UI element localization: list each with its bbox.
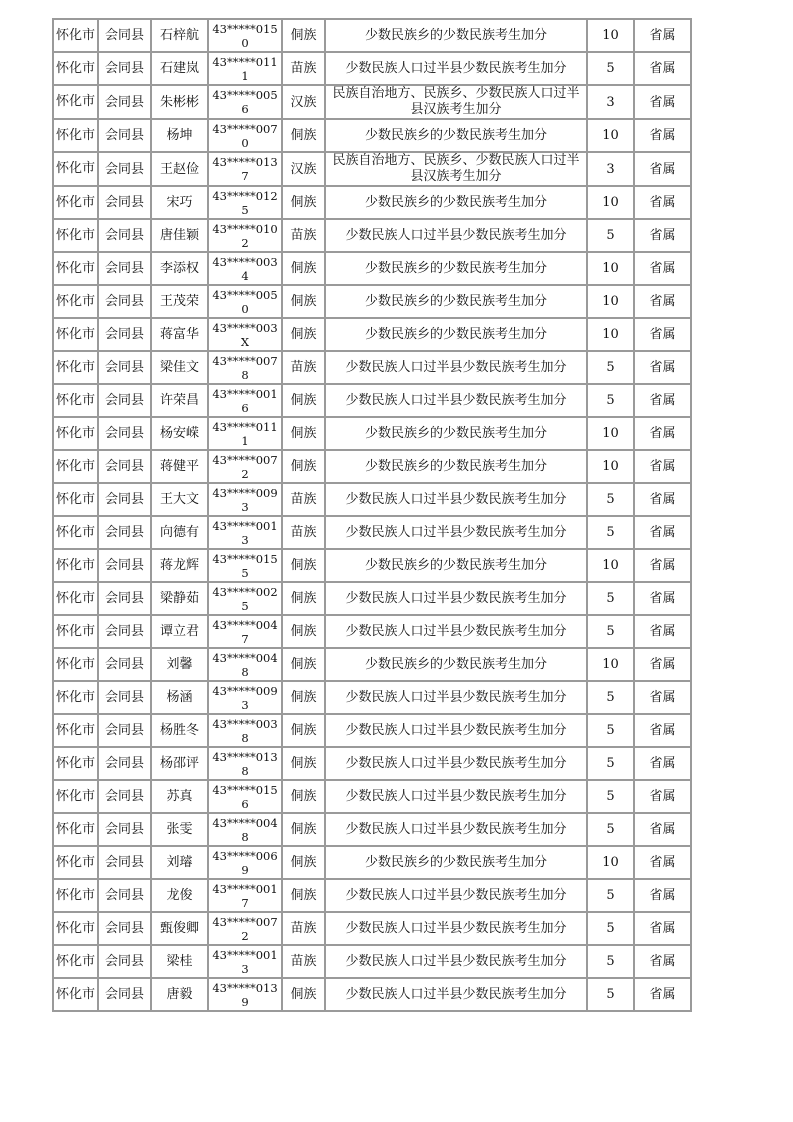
table-row [53, 483, 691, 516]
bonus-points-cell: 10 [587, 119, 634, 152]
id-number-cell: 43*****0047 [208, 615, 282, 648]
city-cell: 怀化市 [53, 19, 98, 52]
level-cell: 省属 [634, 978, 691, 1011]
id-number-cell: 43*****0072 [208, 450, 282, 483]
county-cell: 会同县 [98, 219, 151, 252]
ethnicity-cell: 侗族 [282, 681, 325, 714]
bonus-item-cell: 少数民族人口过半县少数民族考生加分 [325, 52, 587, 85]
bonus-item-cell: 民族自治地方、民族乡、少数民族人口过半县汉族考生加分 [325, 152, 587, 186]
ethnicity-cell: 汉族 [282, 85, 325, 119]
table-row [53, 219, 691, 252]
ethnicity-cell: 侗族 [282, 582, 325, 615]
id-number-cell: 43*****0125 [208, 186, 282, 219]
table-row [53, 681, 691, 714]
city-cell: 怀化市 [53, 978, 98, 1011]
name-cell: 石梓航 [151, 19, 208, 52]
bonus-points-cell: 5 [587, 879, 634, 912]
ethnicity-cell: 侗族 [282, 714, 325, 747]
bonus-points-cell: 5 [587, 747, 634, 780]
level-cell: 省属 [634, 582, 691, 615]
id-number-cell: 43*****0013 [208, 516, 282, 549]
bonus-item-cell: 少数民族人口过半县少数民族考生加分 [325, 219, 587, 252]
city-cell: 怀化市 [53, 516, 98, 549]
county-cell: 会同县 [98, 615, 151, 648]
level-cell: 省属 [634, 285, 691, 318]
level-cell: 省属 [634, 912, 691, 945]
ethnicity-cell: 侗族 [282, 549, 325, 582]
bonus-item-cell: 少数民族人口过半县少数民族考生加分 [325, 384, 587, 417]
city-cell: 怀化市 [53, 119, 98, 152]
level-cell: 省属 [634, 549, 691, 582]
county-cell: 会同县 [98, 780, 151, 813]
bonus-item-cell: 少数民族乡的少数民族考生加分 [325, 318, 587, 351]
ethnicity-cell: 侗族 [282, 615, 325, 648]
table-row [53, 516, 691, 549]
county-cell: 会同县 [98, 912, 151, 945]
id-number-cell: 43*****0050 [208, 285, 282, 318]
ethnicity-cell: 侗族 [282, 119, 325, 152]
bonus-item-cell: 少数民族乡的少数民族考生加分 [325, 648, 587, 681]
level-cell: 省属 [634, 879, 691, 912]
county-cell: 会同县 [98, 483, 151, 516]
table-row [53, 714, 691, 747]
bonus-points-cell: 10 [587, 450, 634, 483]
id-number-cell: 43*****0137 [208, 152, 282, 186]
id-number-cell: 43*****0013 [208, 945, 282, 978]
table-row [53, 978, 691, 1011]
bonus-item-cell: 少数民族人口过半县少数民族考生加分 [325, 582, 587, 615]
table-row [53, 945, 691, 978]
bonus-points-cell: 5 [587, 219, 634, 252]
bonus-points-cell: 5 [587, 384, 634, 417]
name-cell: 谭立君 [151, 615, 208, 648]
ethnicity-cell: 侗族 [282, 450, 325, 483]
county-cell: 会同县 [98, 186, 151, 219]
ethnicity-cell: 苗族 [282, 52, 325, 85]
level-cell: 省属 [634, 813, 691, 846]
id-number-cell: 43*****0093 [208, 681, 282, 714]
city-cell: 怀化市 [53, 582, 98, 615]
bonus-points-cell: 5 [587, 615, 634, 648]
ethnicity-cell: 侗族 [282, 978, 325, 1011]
bonus-points-cell: 3 [587, 85, 634, 119]
city-cell: 怀化市 [53, 252, 98, 285]
name-cell: 杨涵 [151, 681, 208, 714]
name-cell: 梁佳文 [151, 351, 208, 384]
name-cell: 朱彬彬 [151, 85, 208, 119]
id-number-cell: 43*****0093 [208, 483, 282, 516]
name-cell: 刘璿 [151, 846, 208, 879]
city-cell: 怀化市 [53, 450, 98, 483]
ethnicity-cell: 侗族 [282, 747, 325, 780]
name-cell: 蒋富华 [151, 318, 208, 351]
table-row [53, 912, 691, 945]
bonus-points-cell: 5 [587, 52, 634, 85]
name-cell: 梁桂 [151, 945, 208, 978]
name-cell: 蒋健平 [151, 450, 208, 483]
id-number-cell: 43*****003X [208, 318, 282, 351]
city-cell: 怀化市 [53, 681, 98, 714]
bonus-points-cell: 10 [587, 19, 634, 52]
name-cell: 杨胜冬 [151, 714, 208, 747]
bonus-item-cell: 少数民族乡的少数民族考生加分 [325, 417, 587, 450]
county-cell: 会同县 [98, 681, 151, 714]
county-cell: 会同县 [98, 417, 151, 450]
city-cell: 怀化市 [53, 186, 98, 219]
name-cell: 王大文 [151, 483, 208, 516]
bonus-item-cell: 少数民族人口过半县少数民族考生加分 [325, 813, 587, 846]
county-cell: 会同县 [98, 85, 151, 119]
ethnicity-cell: 侗族 [282, 318, 325, 351]
city-cell: 怀化市 [53, 846, 98, 879]
table-row [53, 549, 691, 582]
city-cell: 怀化市 [53, 714, 98, 747]
table-row [53, 119, 691, 152]
bonus-item-cell: 少数民族乡的少数民族考生加分 [325, 119, 587, 152]
bonus-points-cell: 10 [587, 417, 634, 450]
city-cell: 怀化市 [53, 483, 98, 516]
bonus-item-cell: 少数民族乡的少数民族考生加分 [325, 252, 587, 285]
table-body [53, 19, 691, 1011]
county-cell: 会同县 [98, 945, 151, 978]
bonus-points-cell: 5 [587, 714, 634, 747]
table-row [53, 879, 691, 912]
level-cell: 省属 [634, 417, 691, 450]
bonus-item-cell: 少数民族乡的少数民族考生加分 [325, 186, 587, 219]
county-cell: 会同县 [98, 582, 151, 615]
city-cell: 怀化市 [53, 285, 98, 318]
bonus-item-cell: 民族自治地方、民族乡、少数民族人口过半县汉族考生加分 [325, 85, 587, 119]
level-cell: 省属 [634, 945, 691, 978]
bonus-points-cell: 3 [587, 152, 634, 186]
id-number-cell: 43*****0111 [208, 52, 282, 85]
county-cell: 会同县 [98, 52, 151, 85]
bonus-item-cell: 少数民族人口过半县少数民族考生加分 [325, 351, 587, 384]
name-cell: 龙俊 [151, 879, 208, 912]
ethnicity-cell: 汉族 [282, 152, 325, 186]
name-cell: 梁静茹 [151, 582, 208, 615]
county-cell: 会同县 [98, 318, 151, 351]
ethnicity-cell: 侗族 [282, 846, 325, 879]
id-number-cell: 43*****0056 [208, 85, 282, 119]
ethnicity-cell: 侗族 [282, 780, 325, 813]
city-cell: 怀化市 [53, 813, 98, 846]
county-cell: 会同县 [98, 516, 151, 549]
table-row [53, 648, 691, 681]
city-cell: 怀化市 [53, 648, 98, 681]
level-cell: 省属 [634, 19, 691, 52]
bonus-points-cell: 5 [587, 483, 634, 516]
ethnicity-cell: 苗族 [282, 516, 325, 549]
name-cell: 甄俊卿 [151, 912, 208, 945]
bonus-points-cell: 10 [587, 648, 634, 681]
level-cell: 省属 [634, 85, 691, 119]
table-row [53, 351, 691, 384]
table-row [53, 846, 691, 879]
bonus-points-cell: 5 [587, 780, 634, 813]
county-cell: 会同县 [98, 119, 151, 152]
id-number-cell: 43*****0025 [208, 582, 282, 615]
city-cell: 怀化市 [53, 384, 98, 417]
county-cell: 会同县 [98, 450, 151, 483]
city-cell: 怀化市 [53, 219, 98, 252]
table-row [53, 285, 691, 318]
table-row [53, 318, 691, 351]
level-cell: 省属 [634, 714, 691, 747]
name-cell: 刘馨 [151, 648, 208, 681]
city-cell: 怀化市 [53, 85, 98, 119]
city-cell: 怀化市 [53, 912, 98, 945]
bonus-points-cell: 10 [587, 549, 634, 582]
bonus-item-cell: 少数民族人口过半县少数民族考生加分 [325, 681, 587, 714]
ethnicity-cell: 侗族 [282, 186, 325, 219]
level-cell: 省属 [634, 219, 691, 252]
name-cell: 向德有 [151, 516, 208, 549]
bonus-points-cell: 5 [587, 582, 634, 615]
table-row [53, 152, 691, 186]
bonus-item-cell: 少数民族人口过半县少数民族考生加分 [325, 912, 587, 945]
bonus-item-cell: 少数民族人口过半县少数民族考生加分 [325, 747, 587, 780]
city-cell: 怀化市 [53, 318, 98, 351]
bonus-item-cell: 少数民族人口过半县少数民族考生加分 [325, 978, 587, 1011]
name-cell: 苏真 [151, 780, 208, 813]
county-cell: 会同县 [98, 813, 151, 846]
bonus-points-cell: 5 [587, 945, 634, 978]
bonus-item-cell: 少数民族人口过半县少数民族考生加分 [325, 615, 587, 648]
level-cell: 省属 [634, 318, 691, 351]
county-cell: 会同县 [98, 152, 151, 186]
table-row [53, 780, 691, 813]
level-cell: 省属 [634, 780, 691, 813]
bonus-item-cell: 少数民族人口过半县少数民族考生加分 [325, 780, 587, 813]
level-cell: 省属 [634, 252, 691, 285]
bonus-points-cell: 10 [587, 846, 634, 879]
id-number-cell: 43*****0138 [208, 747, 282, 780]
table-row [53, 747, 691, 780]
ethnicity-cell: 苗族 [282, 483, 325, 516]
table-row [53, 813, 691, 846]
table-row [53, 450, 691, 483]
table-row [53, 417, 691, 450]
bonus-points-cell: 5 [587, 516, 634, 549]
table-row [53, 615, 691, 648]
ethnicity-cell: 侗族 [282, 879, 325, 912]
ethnicity-cell: 苗族 [282, 912, 325, 945]
id-number-cell: 43*****0156 [208, 780, 282, 813]
bonus-item-cell: 少数民族乡的少数民族考生加分 [325, 450, 587, 483]
name-cell: 杨安嵘 [151, 417, 208, 450]
table-row [53, 52, 691, 85]
id-number-cell: 43*****0070 [208, 119, 282, 152]
ethnicity-cell: 苗族 [282, 351, 325, 384]
table-row [53, 252, 691, 285]
city-cell: 怀化市 [53, 780, 98, 813]
county-cell: 会同县 [98, 978, 151, 1011]
ethnicity-cell: 苗族 [282, 219, 325, 252]
city-cell: 怀化市 [53, 879, 98, 912]
county-cell: 会同县 [98, 648, 151, 681]
level-cell: 省属 [634, 384, 691, 417]
bonus-points-table-page [52, 18, 690, 1012]
name-cell: 王茂荣 [151, 285, 208, 318]
level-cell: 省属 [634, 648, 691, 681]
name-cell: 王赵俭 [151, 152, 208, 186]
city-cell: 怀化市 [53, 747, 98, 780]
bonus-item-cell: 少数民族乡的少数民族考生加分 [325, 19, 587, 52]
bonus-item-cell: 少数民族乡的少数民族考生加分 [325, 285, 587, 318]
ethnicity-cell: 侗族 [282, 813, 325, 846]
bonus-points-cell: 10 [587, 318, 634, 351]
ethnicity-cell: 侗族 [282, 648, 325, 681]
bonus-item-cell: 少数民族人口过半县少数民族考生加分 [325, 714, 587, 747]
table-row [53, 85, 691, 119]
ethnicity-cell: 苗族 [282, 945, 325, 978]
ethnicity-cell: 侗族 [282, 285, 325, 318]
bonus-points-cell: 10 [587, 252, 634, 285]
id-number-cell: 43*****0072 [208, 912, 282, 945]
level-cell: 省属 [634, 516, 691, 549]
bonus-item-cell: 少数民族人口过半县少数民族考生加分 [325, 516, 587, 549]
level-cell: 省属 [634, 747, 691, 780]
county-cell: 会同县 [98, 19, 151, 52]
bonus-points-table [52, 18, 692, 1012]
id-number-cell: 43*****0038 [208, 714, 282, 747]
name-cell: 唐佳颖 [151, 219, 208, 252]
id-number-cell: 43*****0150 [208, 19, 282, 52]
ethnicity-cell: 侗族 [282, 19, 325, 52]
name-cell: 宋巧 [151, 186, 208, 219]
id-number-cell: 43*****0069 [208, 846, 282, 879]
level-cell: 省属 [634, 483, 691, 516]
id-number-cell: 43*****0078 [208, 351, 282, 384]
level-cell: 省属 [634, 450, 691, 483]
city-cell: 怀化市 [53, 152, 98, 186]
level-cell: 省属 [634, 119, 691, 152]
bonus-points-cell: 5 [587, 978, 634, 1011]
ethnicity-cell: 侗族 [282, 252, 325, 285]
bonus-item-cell: 少数民族人口过半县少数民族考生加分 [325, 483, 587, 516]
level-cell: 省属 [634, 52, 691, 85]
level-cell: 省属 [634, 186, 691, 219]
county-cell: 会同县 [98, 549, 151, 582]
table-row [53, 582, 691, 615]
level-cell: 省属 [634, 351, 691, 384]
id-number-cell: 43*****0139 [208, 978, 282, 1011]
county-cell: 会同县 [98, 252, 151, 285]
name-cell: 蒋龙辉 [151, 549, 208, 582]
table-row [53, 19, 691, 52]
bonus-item-cell: 少数民族乡的少数民族考生加分 [325, 549, 587, 582]
city-cell: 怀化市 [53, 52, 98, 85]
level-cell: 省属 [634, 681, 691, 714]
city-cell: 怀化市 [53, 351, 98, 384]
name-cell: 张雯 [151, 813, 208, 846]
bonus-points-cell: 10 [587, 186, 634, 219]
ethnicity-cell: 侗族 [282, 384, 325, 417]
county-cell: 会同县 [98, 285, 151, 318]
level-cell: 省属 [634, 152, 691, 186]
table-row [53, 384, 691, 417]
county-cell: 会同县 [98, 351, 151, 384]
county-cell: 会同县 [98, 714, 151, 747]
ethnicity-cell: 侗族 [282, 417, 325, 450]
city-cell: 怀化市 [53, 945, 98, 978]
bonus-item-cell: 少数民族人口过半县少数民族考生加分 [325, 945, 587, 978]
level-cell: 省属 [634, 615, 691, 648]
name-cell: 杨坤 [151, 119, 208, 152]
county-cell: 会同县 [98, 879, 151, 912]
bonus-item-cell: 少数民族乡的少数民族考生加分 [325, 846, 587, 879]
id-number-cell: 43*****0048 [208, 813, 282, 846]
city-cell: 怀化市 [53, 417, 98, 450]
county-cell: 会同县 [98, 384, 151, 417]
table-row [53, 186, 691, 219]
name-cell: 许荣昌 [151, 384, 208, 417]
bonus-points-cell: 5 [587, 912, 634, 945]
city-cell: 怀化市 [53, 549, 98, 582]
id-number-cell: 43*****0017 [208, 879, 282, 912]
city-cell: 怀化市 [53, 615, 98, 648]
bonus-item-cell: 少数民族人口过半县少数民族考生加分 [325, 879, 587, 912]
id-number-cell: 43*****0016 [208, 384, 282, 417]
county-cell: 会同县 [98, 846, 151, 879]
id-number-cell: 43*****0102 [208, 219, 282, 252]
county-cell: 会同县 [98, 747, 151, 780]
name-cell: 李添权 [151, 252, 208, 285]
level-cell: 省属 [634, 846, 691, 879]
id-number-cell: 43*****0048 [208, 648, 282, 681]
name-cell: 杨邵评 [151, 747, 208, 780]
bonus-points-cell: 5 [587, 351, 634, 384]
id-number-cell: 43*****0034 [208, 252, 282, 285]
name-cell: 石建岚 [151, 52, 208, 85]
id-number-cell: 43*****0155 [208, 549, 282, 582]
bonus-points-cell: 5 [587, 681, 634, 714]
name-cell: 唐毅 [151, 978, 208, 1011]
id-number-cell: 43*****0111 [208, 417, 282, 450]
bonus-points-cell: 10 [587, 285, 634, 318]
bonus-points-cell: 5 [587, 813, 634, 846]
